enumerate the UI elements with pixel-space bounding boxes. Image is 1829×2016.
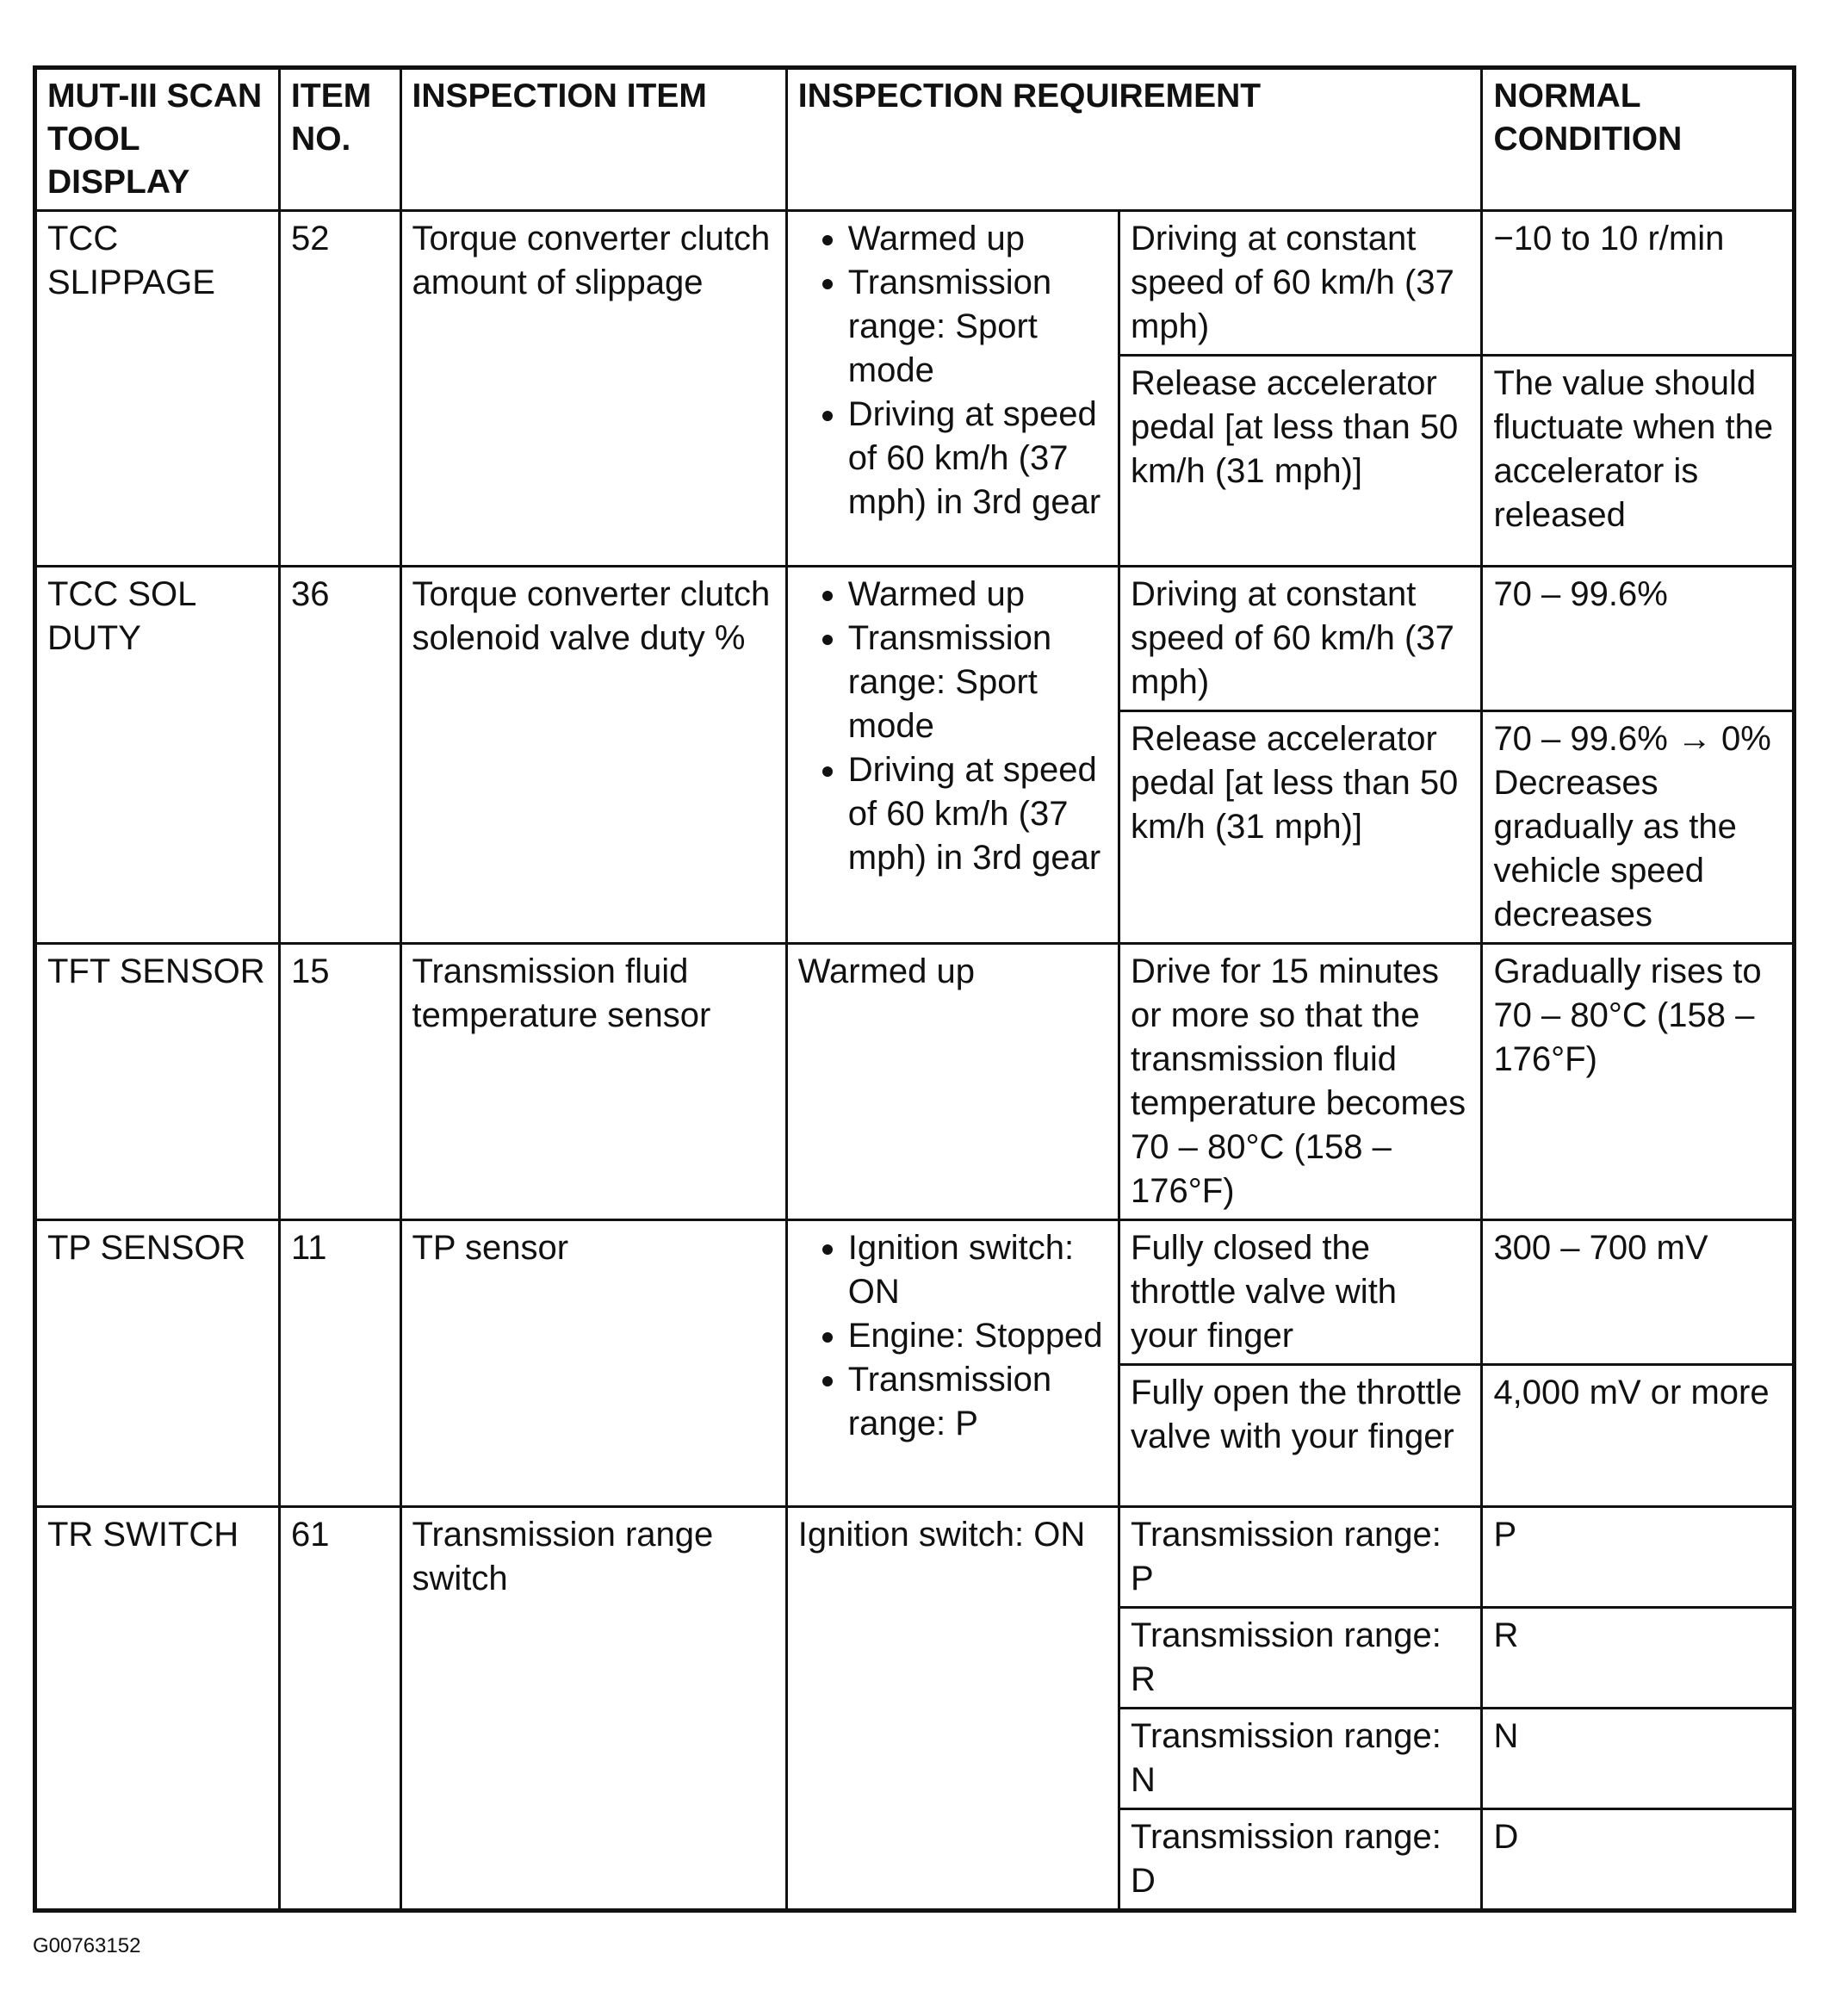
requirement-item: • Transmission range: Sport mode [848, 617, 1109, 748]
inspection-item: Torque converter clutch amount of slippage [400, 211, 786, 567]
inspection-item: Transmission range switch [400, 1507, 786, 1911]
figure-id: G00763152 [33, 1934, 141, 1957]
test-condition: Fully closed the throttle valve with your finger [1119, 1220, 1482, 1365]
test-condition: Driving at constant speed of 60 km/h (37 mph) [1119, 211, 1482, 356]
header-inspection-item: INSPECTION ITEM [400, 68, 786, 211]
header-item-no: ITEM NO. [280, 68, 400, 211]
table-header-row [35, 68, 1795, 211]
requirement-item: • Transmission range: P [848, 1358, 1109, 1446]
normal-condition: 70 – 99.6% [1482, 567, 1795, 711]
test-condition: Fully open the throttle valve with your finger [1119, 1365, 1482, 1507]
requirement-item: • Transmission range: Sport mode [848, 261, 1109, 393]
normal-condition: R [1482, 1608, 1795, 1709]
table-row [35, 567, 1795, 711]
requirement-item: • Ignition switch: ON [848, 1226, 1109, 1314]
test-condition: Driving at constant speed of 60 km/h (37 mph) [1119, 567, 1482, 711]
normal-condition: Gradually rises to 70 – 80°C (158 – 176°F) [1482, 944, 1795, 1220]
test-condition: Release accelerator pedal [at less than 50 km/h (31 mph)] [1119, 711, 1482, 944]
header-normal-condition: NORMAL CONDITION [1482, 68, 1795, 211]
test-condition: Transmission range: R [1119, 1608, 1482, 1709]
normal-condition: 300 – 700 mV [1482, 1220, 1795, 1365]
normal-condition: 4,000 mV or more [1482, 1365, 1795, 1507]
inspection-item: Torque converter clutch solenoid valve duty % [400, 567, 786, 944]
normal-condition: The value should fluctuate when the accelerator is released [1482, 356, 1795, 567]
inspection-item: Transmission fluid temperature sensor [400, 944, 786, 1220]
table-row [35, 1507, 1795, 1608]
inspection-item: TP sensor [400, 1220, 786, 1507]
scan-tool-display: TFT SENSOR [35, 944, 280, 1220]
scan-tool-display: TCC SOL DUTY [35, 567, 280, 944]
inspection-requirement: Warmed up [786, 944, 1119, 1220]
normal-condition: 70 – 99.6% → 0% Decreases gradually as the vehicle speed decreases [1482, 711, 1795, 944]
requirement-item: • Engine: Stopped [848, 1314, 1109, 1358]
item-number: 36 [280, 567, 400, 944]
inspection-requirement [786, 1220, 1119, 1507]
requirement-item: • Warmed up [848, 217, 1109, 261]
item-number: 15 [280, 944, 400, 1220]
table-row [35, 1220, 1795, 1365]
requirement-item: • Driving at speed of 60 km/h (37 mph) in 3rd gear [848, 393, 1109, 524]
header-inspection-requirement: INSPECTION REQUIREMENT [786, 68, 1482, 211]
inspection-requirement [786, 567, 1119, 944]
requirement-list [798, 217, 1109, 524]
test-condition: Drive for 15 minutes or more so that the transmission fluid temperature becomes 70 – 80°C (158 – 176°F) [1119, 944, 1482, 1220]
test-condition: Transmission range: N [1119, 1709, 1482, 1809]
inspection-requirement [786, 211, 1119, 567]
table-row [35, 944, 1795, 1220]
table-row [35, 211, 1795, 356]
test-condition: Release accelerator pedal [at less than 50 km/h (31 mph)] [1119, 356, 1482, 567]
test-condition: Transmission range: P [1119, 1507, 1482, 1608]
inspection-requirement: Ignition switch: ON [786, 1507, 1119, 1911]
requirement-list [798, 573, 1109, 880]
normal-condition: P [1482, 1507, 1795, 1608]
normal-condition: D [1482, 1809, 1795, 1911]
requirement-item: • Driving at speed of 60 km/h (37 mph) in 3rd gear [848, 748, 1109, 880]
normal-condition: N [1482, 1709, 1795, 1809]
scan-tool-display: TCC SLIPPAGE [35, 211, 280, 567]
item-number: 52 [280, 211, 400, 567]
requirement-list [798, 1226, 1109, 1446]
inspection-table [33, 65, 1796, 1913]
item-number: 11 [280, 1220, 400, 1507]
scan-tool-display: TR SWITCH [35, 1507, 280, 1911]
scan-tool-display: TP SENSOR [35, 1220, 280, 1507]
item-number: 61 [280, 1507, 400, 1911]
normal-condition: −10 to 10 r/min [1482, 211, 1795, 356]
header-display: MUT-III SCAN TOOL DISPLAY [35, 68, 280, 211]
test-condition: Transmission range: D [1119, 1809, 1482, 1911]
requirement-item: • Warmed up [848, 573, 1109, 617]
